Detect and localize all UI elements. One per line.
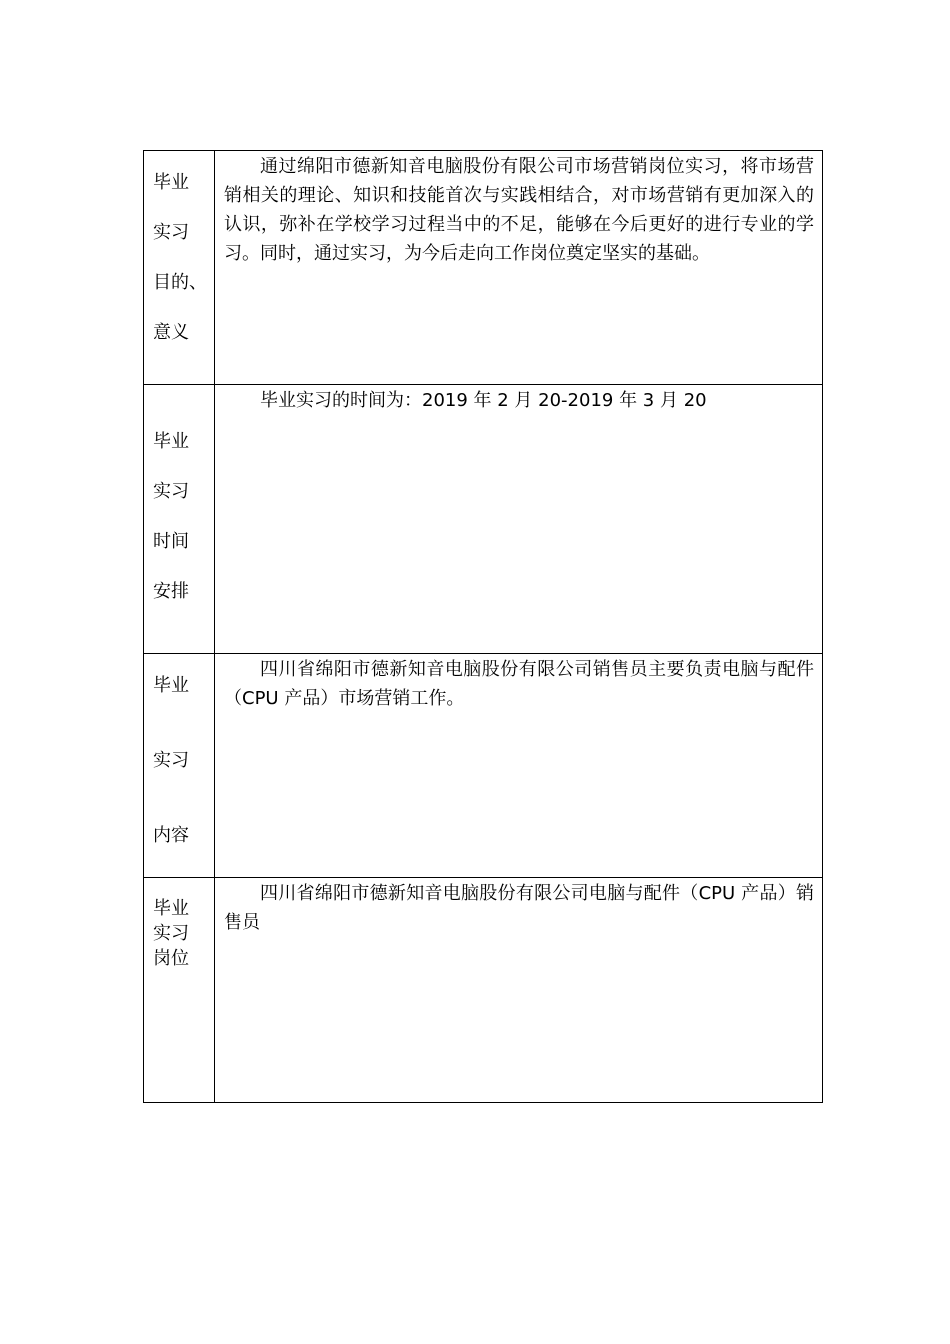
internship-form-table [143,150,823,1103]
label-line: 岗位 [153,948,189,969]
label-line: 目的、 [153,272,207,293]
row-internship-schedule [144,385,823,654]
label-cell-purpose [144,151,215,385]
label-cell-schedule [144,385,215,654]
purpose-text: 通过绵阳市德新知音电脑股份有限公司市场营销岗位实习，将市场营销相关的理论、知识和技能首次与实践相结合，对市场营销有更加深入的认识，弥补在学校学习过程当中的不足，能够在今后更好的进行专业的学习。同时，通过实习，为今后走向工作岗位奠定坚实的基础。 [224,156,814,264]
content-cell-schedule [215,385,823,654]
position-text: 四川省绵阳市德新知音电脑股份有限公司电脑与配件（CPU 产品）销售员 [224,883,814,933]
label-line: 实习 [153,923,189,944]
label-line: 安排 [153,581,189,602]
content-cell-content [215,654,823,878]
label-line: 实习 [153,481,189,502]
label-line: 毕业 [153,898,189,919]
schedule-text: 毕业实习的时间为：2019 年 2 月 20-2019 年 3 月 20 [260,390,707,411]
label-line: 内容 [153,825,189,846]
label-cell-content [144,654,215,878]
label-line: 意义 [153,322,189,343]
content-cell-purpose [215,151,823,385]
content-cell-position [215,878,823,1103]
row-internship-content [144,654,823,878]
row-internship-position [144,878,823,1103]
label-line: 实习 [153,222,189,243]
label-line: 实习 [153,750,189,771]
label-line: 时间 [153,531,189,552]
label-cell-position [144,878,215,1103]
row-internship-purpose [144,151,823,385]
content-text: 四川省绵阳市德新知音电脑股份有限公司销售员主要负责电脑与配件（CPU 产品）市场营销工作。 [224,659,814,709]
label-line: 毕业 [153,675,189,696]
label-line: 毕业 [153,172,189,193]
label-line: 毕业 [153,431,189,452]
